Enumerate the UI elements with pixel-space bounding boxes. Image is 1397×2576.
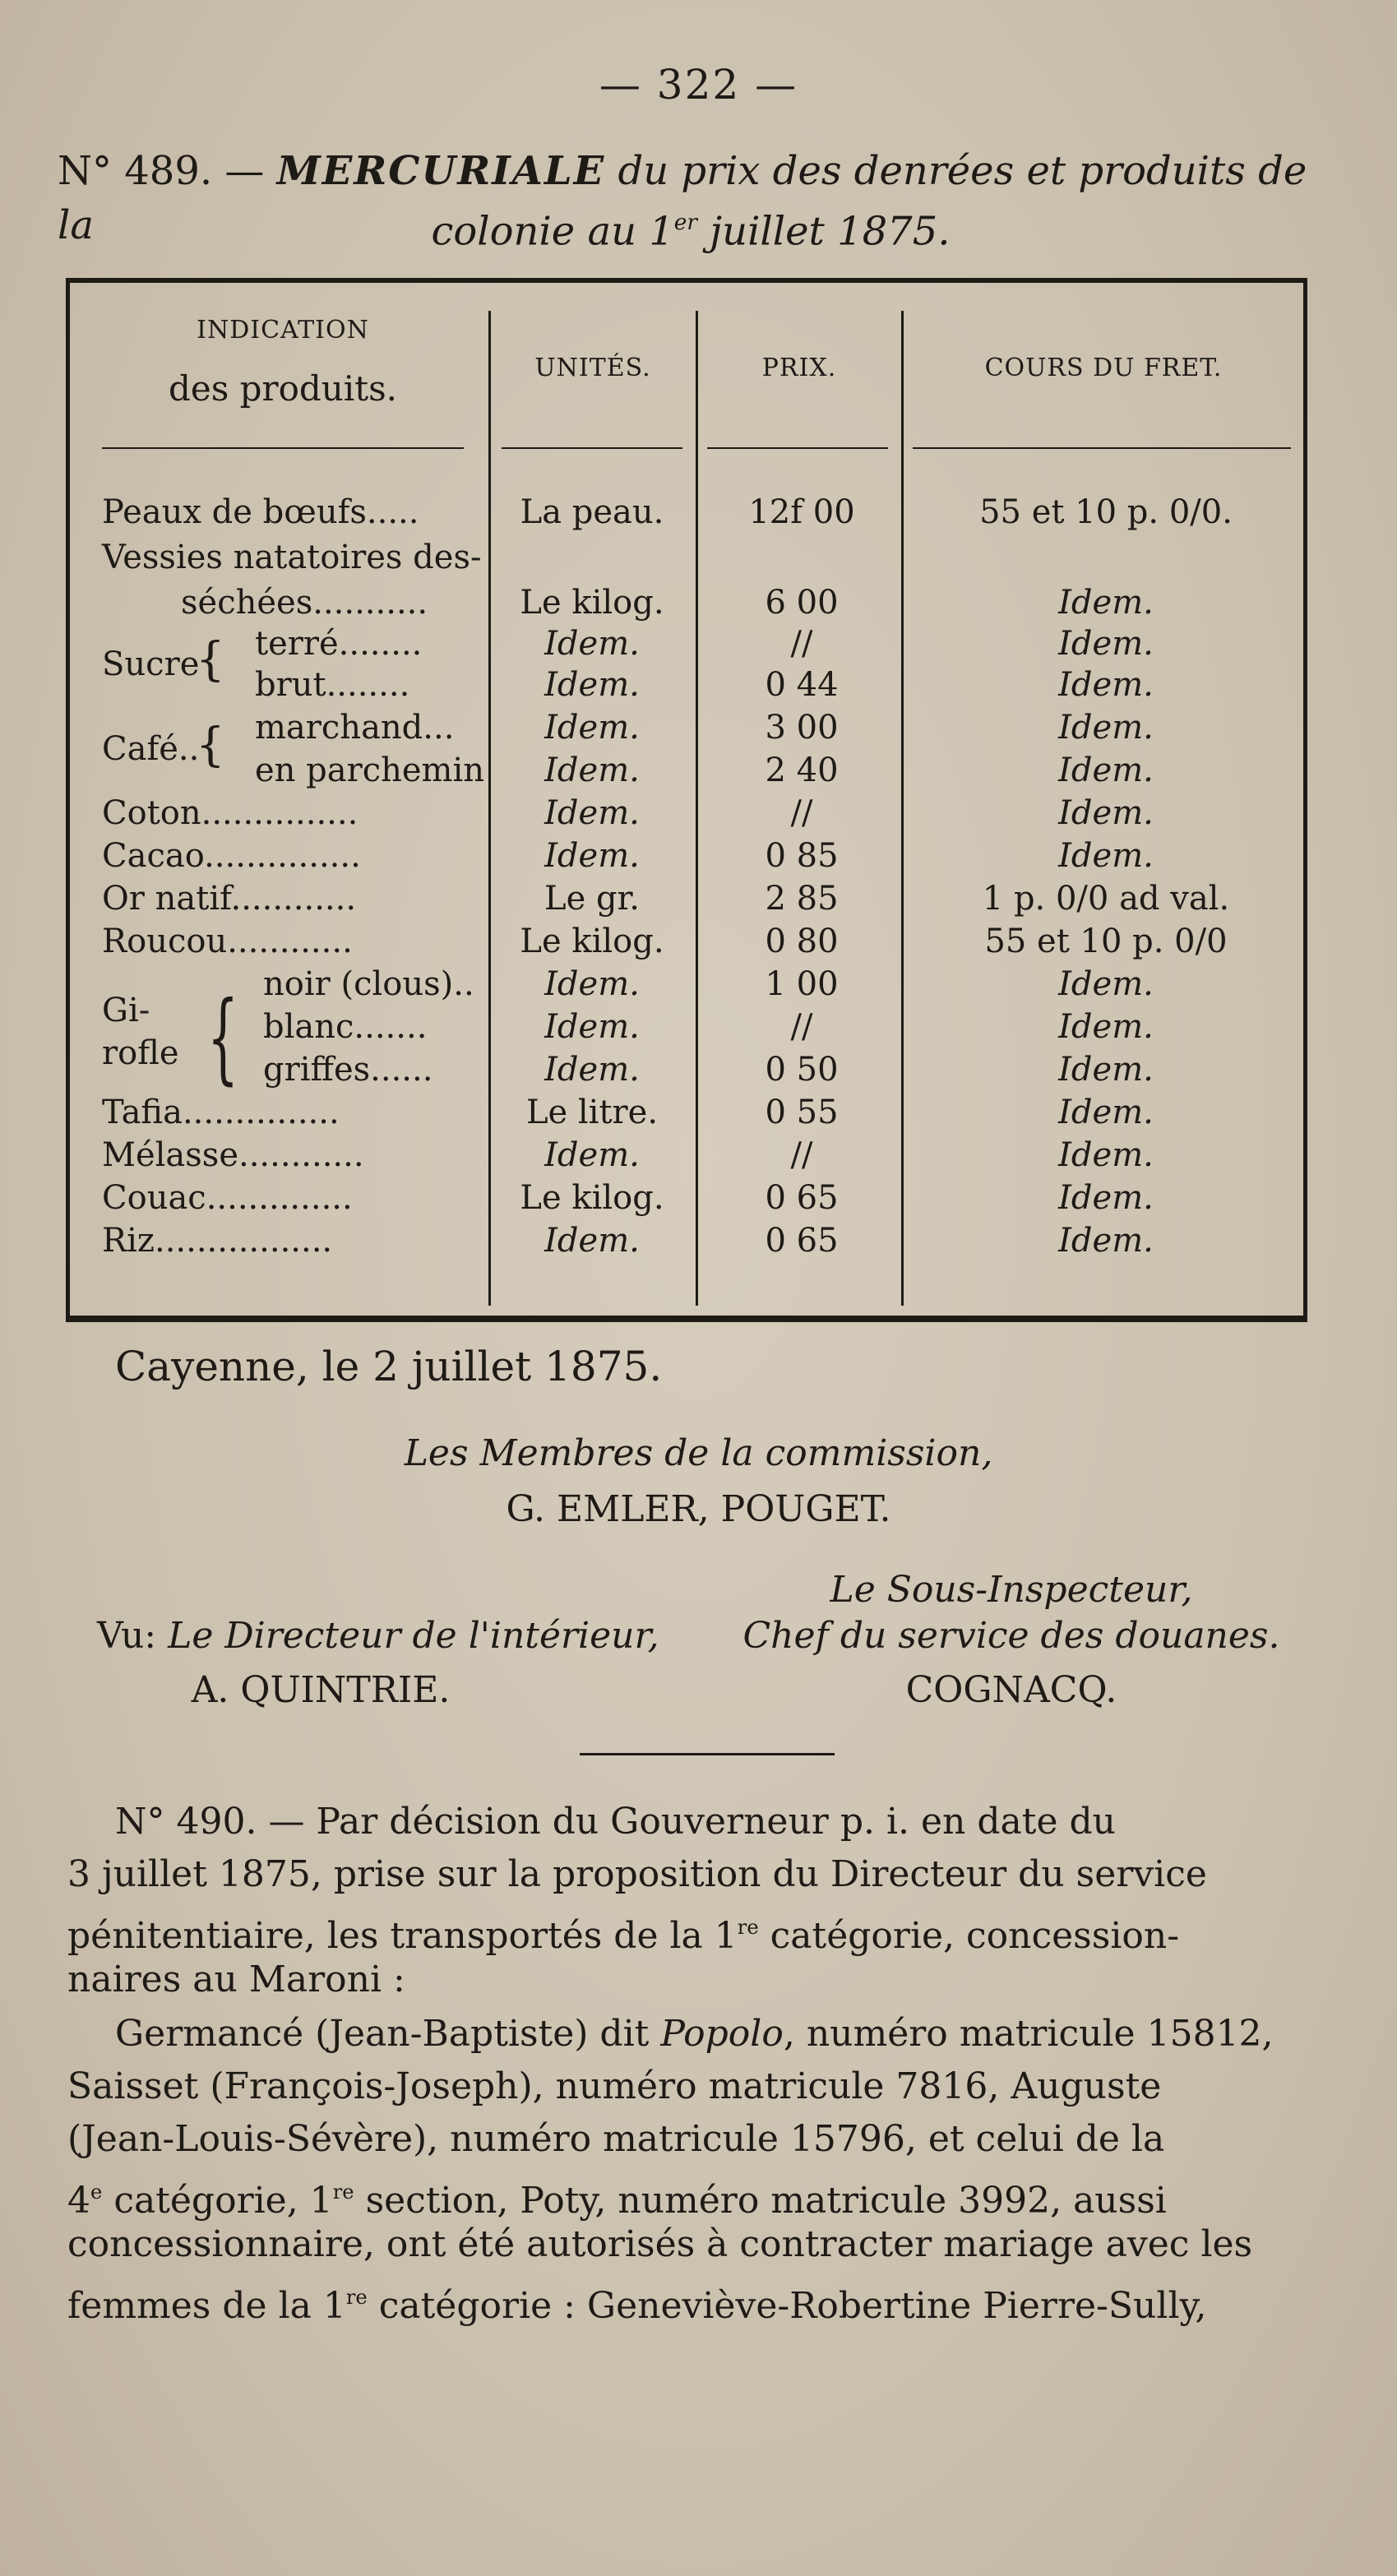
row-11-freight: Idem. [1058,965,1154,1003]
row-12-freight: Idem. [1058,1008,1154,1046]
row-16-freight: Idem. [1058,1179,1154,1217]
row-5-freight: Idem. [1058,709,1154,747]
row-1-name: Vessies natatoires des- [102,539,482,576]
row-6-unit: Idem. [544,752,640,789]
para490-line5-pre: Germancé (Jean-Baptiste) dit [115,2013,661,2055]
table-right-rule [1303,278,1307,1322]
row-13-name: griffes...... [263,1051,433,1089]
row-16-name: Couac.............. [102,1179,353,1217]
row-0-unit: La peau. [520,493,664,531]
row-4-name: brut........ [255,666,410,704]
separator-rule [580,1753,835,1755]
heading-rest: du prix des denrées et produits de la [58,148,1307,248]
row-9-unit: Le gr. [544,880,640,918]
para490-line10-pre: femmes de la 1 [67,2284,346,2327]
row-14-name: Tafia............... [102,1094,340,1131]
row-7-price: // [790,794,813,832]
row-16-price: 0 65 [765,1179,839,1217]
brace-girofle: { [207,981,239,1095]
row-8-freight: Idem. [1058,837,1154,875]
para490-line3-pre: pénitentiaire, les transportés de la 1 [67,1914,738,1957]
para490-line8-sup1: e [90,2181,103,2204]
quintrie: A. QUINTRIE. [191,1669,451,1711]
para490-line1: N° 490. — Par décision du Gouverneur p. i. en date du [115,1801,1116,1843]
row-12-price: // [790,1008,813,1046]
para490-line3-post: catégorie, concession- [758,1914,1180,1957]
row-17-unit: Idem. [544,1222,640,1260]
header-unit: UNITÉS. [534,354,651,382]
para490-line5-italic: Popolo [660,2013,784,2055]
row-5-unit: Idem. [544,709,640,747]
row-0-name: Peaux de bœufs..... [102,493,419,531]
row-8-unit: Idem. [544,837,640,875]
group-label-cafe: Café.. [102,730,200,768]
page-number: — 322 — [599,61,798,109]
row-17-freight: Idem. [1058,1222,1154,1260]
header-underline-1 [102,447,464,449]
row-10-unit: Le kilog. [520,923,664,960]
row-11-name: noir (clous).. [263,965,474,1003]
header-underline-2 [502,447,682,449]
row-6-name: en parchemin [255,752,485,789]
row-16-unit: Le kilog. [520,1179,664,1217]
row-3-name: terré........ [255,625,423,663]
heading-line-2 [58,196,1324,258]
para490-line2: 3 juillet 1875, prise sur la proposition du Directeur du service [67,1853,1207,1895]
row-12-name: blanc....... [263,1008,428,1046]
row-10-price: 0 80 [765,923,839,960]
vu-label: Vu: [97,1615,157,1657]
row-15-name: Mélasse............ [102,1136,364,1174]
para490-line4: naires au Maroni : [67,1959,405,2000]
heading-line2-pre: colonie au 1 [431,208,674,255]
heading-line2-post: juillet 1875. [697,208,951,255]
row-4-price: 0 44 [765,666,839,704]
row-5-name: marchand... [255,709,455,747]
row-11-price: 1 00 [765,965,839,1003]
row-2-name: séchées........... [181,584,428,622]
header-underline-4 [913,447,1291,449]
brace-cafe: { [196,719,225,772]
para490-line8-pre: 4 [67,2179,90,2222]
members-names: G. EMLER, POUGET. [506,1488,891,1530]
row-7-unit: Idem. [544,794,640,832]
header-freight: COURS DU FRET. [984,354,1223,382]
row-4-unit: Idem. [544,666,640,704]
row-6-price: 2 40 [765,752,839,789]
col-rule-3 [901,311,904,1306]
row-0-freight: 55 et 10 p. 0/0. [979,493,1233,531]
heading-title: MERCURIALE [276,148,606,194]
row-15-unit: Idem. [544,1136,640,1174]
place-date: Cayenne, le 2 juillet 1875. [115,1343,663,1390]
row-13-freight: Idem. [1058,1051,1154,1089]
brace-sucre: { [196,633,225,687]
row-8-price: 0 85 [765,837,839,875]
header-price: PRIX. [761,354,837,382]
header-underline-3 [707,447,888,449]
price-table [66,278,1307,1330]
sous-inspecteur: Le Sous-Inspecteur, [830,1569,1193,1611]
row-3-freight: Idem. [1058,625,1154,663]
heading-line2-sup: er [673,210,698,235]
row-8-name: Cacao............... [102,837,361,875]
group-label-girofle-2: rofle [102,1034,179,1072]
para490-line10 [67,2273,1309,2331]
row-12-unit: Idem. [544,1008,640,1046]
para490-line7: (Jean-Louis-Sévère), numéro matricule 15796, et celui de la [67,2118,1165,2160]
para490-line5-post: , numéro matricule 15812, [783,2013,1274,2055]
row-3-price: // [790,625,813,663]
row-9-price: 2 85 [765,880,839,918]
group-label-sucre: Sucre [102,645,200,683]
header-product-2: des produits. [168,368,398,409]
para490-line9: concessionnaire, ont été autorisés à contracter mariage avec les [67,2223,1253,2265]
row-7-freight: Idem. [1058,794,1154,832]
table-left-rule [66,278,70,1322]
header-product-1: INDICATION [197,316,369,345]
row-11-unit: Idem. [544,965,640,1003]
row-17-name: Riz................. [102,1222,333,1260]
group-label-girofle-1: Gi- [102,992,150,1029]
row-13-price: 0 50 [765,1051,839,1089]
row-17-price: 0 65 [765,1222,839,1260]
row-2-unit: Le kilog. [520,584,664,622]
chef-douanes: Chef du service des douanes. [742,1615,1280,1657]
para490-line8 [67,2167,1309,2226]
row-14-freight: Idem. [1058,1094,1154,1131]
cognacq: COGNACQ. [905,1669,1117,1711]
para490-line8-mid: catégorie, 1 [102,2179,333,2222]
commission-members: Les Membres de la commission, [404,1432,993,1474]
row-15-freight: Idem. [1058,1136,1154,1174]
vu-line [97,1612,659,1661]
para490-line8-sup2: re [332,2181,354,2204]
row-14-price: 0 55 [765,1094,839,1131]
row-10-freight: 55 et 10 p. 0/0 [984,923,1228,960]
col-rule-2 [696,311,698,1306]
row-6-freight: Idem. [1058,752,1154,789]
table-bottom-rule [66,1316,1307,1322]
heading-number: N° 489. — [58,148,277,194]
row-3-unit: Idem. [544,625,640,663]
para490-line6: Saisset (François-Joseph), numéro matricule 7816, Auguste [67,2065,1162,2107]
row-15-price: // [790,1136,813,1174]
para490-line3-sup: re [737,1916,759,1939]
row-4-freight: Idem. [1058,666,1154,704]
row-13-unit: Idem. [544,1051,640,1089]
para490-line10-post: catégorie : Geneviève-Robertine Pierre-Sully, [367,2284,1207,2327]
col-rule-1 [488,311,491,1306]
para490-line8-post: section, Poty, numéro matricule 3992, aussi [354,2179,1167,2222]
row-14-unit: Le litre. [525,1094,659,1131]
para490-line10-sup: re [345,2286,368,2309]
row-5-price: 3 00 [765,709,839,747]
row-10-name: Roucou............ [102,923,353,960]
row-2-freight: Idem. [1058,584,1154,622]
vu-text: Le Directeur de l'intérieur, [168,1615,659,1657]
para490-line3 [67,1903,1309,1961]
row-9-name: Or natif............ [102,880,357,918]
row-0-price: 12f 00 [748,493,855,531]
para490-line5 [115,2009,1307,2059]
row-7-name: Coton............... [102,794,359,832]
row-2-price: 6 00 [765,584,839,622]
table-top-rule [66,278,1307,283]
row-9-freight: 1 p. 0/0 ad val. [982,880,1230,918]
